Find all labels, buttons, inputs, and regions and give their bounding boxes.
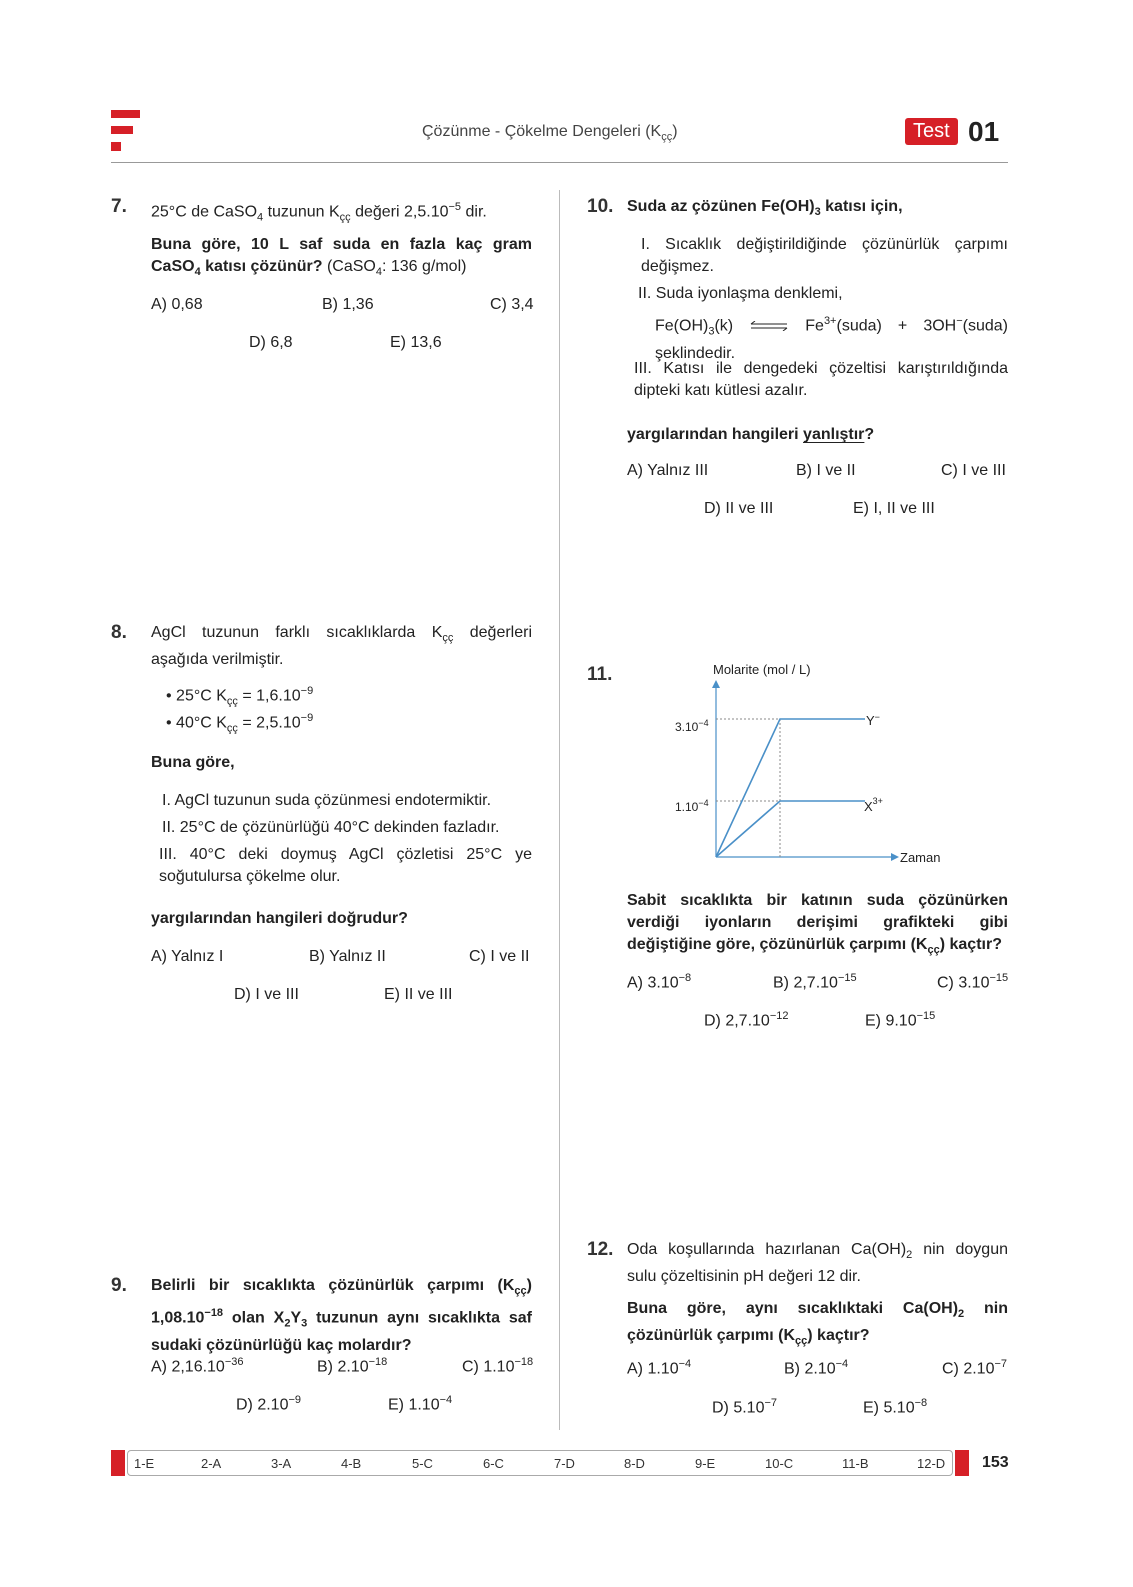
- q11-option-e[interactable]: E) $9.10^{-15}$: [865, 1010, 936, 1030]
- question-11-question: Sabit sıcaklıkta bir katının suda çözünürken verdiği iyonların derişimi grafikteki gibi değiştiğine göre, çözünürlük çarpımı $(K_{çç})$ kaçtır?: [627, 892, 1008, 957]
- question-8-stem: AgCl tuzunun farklı sıcaklıklarda $K_{çç}$ değerleri aşağıda verilmiştir.: [151, 624, 533, 669]
- answer-key-item: 12-D: [917, 1456, 946, 1471]
- page-number: 153: [982, 1454, 1009, 1471]
- question-7-question: Buna göre, 10 L saf suda en fazla kaç gram CaSO$_4$ katısı çözünür? (CaSO$_4$: 136 g/mol): [151, 236, 532, 279]
- answer-key-item: 11-B: [842, 1456, 869, 1471]
- answer-key-item: 3-A: [271, 1456, 292, 1471]
- column-divider: [559, 190, 560, 1430]
- equilibrium-arrow-icon: [749, 321, 789, 331]
- q9-option-a[interactable]: A) $2,16.10^{-36}$: [151, 1356, 244, 1376]
- answer-key-item: 9-E: [695, 1456, 716, 1471]
- q8-statement-3: III. 40°C deki doymuş AgCl çözletisi 25°C ye soğutulursa çökelme olur.: [159, 846, 532, 885]
- question-9-number: 9.: [111, 1275, 127, 1296]
- q11-chart: [660, 655, 960, 875]
- question-10-stem: Suda az çözünen $Fe(OH)_3$ katısı için,: [627, 198, 903, 219]
- series-x-label: $X^{3+}$: [864, 796, 883, 814]
- q10-option-d[interactable]: D) II ve III: [704, 500, 774, 517]
- question-11-number: 11.: [587, 664, 613, 685]
- question-7-stem: 25°C de CaSO$_4$ tuzunun $K_{çç}$ değeri $2,5.10^{-5}$ dir.: [151, 201, 487, 224]
- q8-bullet-2: • 40°C $K_{çç} = 2,5.10^{-9}$: [166, 712, 314, 735]
- q9-option-c[interactable]: C) $1.10^{-18}$: [462, 1356, 534, 1376]
- q8-bullet-1: • 25°C $K_{çç} = 1,6.10^{-9}$: [166, 685, 314, 708]
- question-12-question: Buna göre, aynı sıcaklıktaki $Ca(OH)_2$ nin çözünürlük çarpımı $(K_{çç})$ kaçtır?: [627, 1300, 1009, 1348]
- answer-key-item: 10-C: [765, 1456, 794, 1471]
- q8-option-b[interactable]: B) Yalnız II: [309, 948, 386, 965]
- q10-statement-2: II. Suda iyonlaşma denklemi,: [638, 285, 843, 302]
- q10-option-b[interactable]: B) I ve II: [796, 462, 856, 479]
- q12-option-b[interactable]: B) $2.10^{-4}$: [784, 1358, 849, 1378]
- header-divider: [111, 162, 1008, 163]
- q12-option-d[interactable]: D) $5.10^{-7}$: [712, 1397, 778, 1417]
- chart-y-axis-arrow-icon: [712, 680, 720, 688]
- q10-statement-3: III. Katısı ile dengedeki çözeltisi karıştırıldığında dipteki katı kütlesi azalır.: [634, 360, 1008, 399]
- answer-key-item: 4-B: [341, 1456, 362, 1471]
- question-8-number: 8.: [111, 622, 127, 643]
- q11-option-c[interactable]: C) $3.10^{-15}$: [937, 972, 1009, 992]
- q7-option-b[interactable]: B) 1,36: [322, 296, 374, 313]
- q9-option-b[interactable]: B) $2.10^{-18}$: [317, 1356, 388, 1376]
- question-12-number: 12.: [587, 1239, 614, 1260]
- answer-key-item: 2-A: [201, 1456, 222, 1471]
- q10-statement-1: I. Sıcaklık değiştirildiğinde çözünürlük çarpımı değişmez.: [641, 236, 1008, 275]
- q11-option-d[interactable]: D) $2,7.10^{-12}$: [704, 1010, 789, 1030]
- q7-option-d[interactable]: D) 6,8: [249, 334, 293, 351]
- footer-left-marker: [111, 1450, 125, 1476]
- q8-statement-2: II. 25°C de çözünürlüğü 40°C dekinden fazladır.: [162, 819, 500, 836]
- q8-option-d[interactable]: D) I ve III: [234, 986, 299, 1003]
- q12-option-c[interactable]: C) $2.10^{-7}$: [942, 1358, 1008, 1378]
- question-7-number: 7.: [111, 196, 127, 217]
- q11-option-a[interactable]: A) $3.10^{-8}$: [627, 972, 692, 992]
- q12-option-a[interactable]: A) $1.10^{-4}$: [627, 1358, 692, 1378]
- answer-key-item: 8-D: [624, 1456, 645, 1471]
- series-y-line: [716, 719, 865, 857]
- test-badge: Test: [905, 118, 958, 145]
- q11-option-b[interactable]: B) $2,7.10^{-15}$: [773, 972, 857, 992]
- q10-equation: $Fe(OH)_3(k)$ $Fe^{3+}(suda)$ + 3OH−(suda) şeklindedir.: [655, 315, 1009, 362]
- chart-ytick-lo: $1.10^{-4}$: [675, 798, 709, 814]
- q8-option-c[interactable]: C) I ve II: [469, 948, 530, 965]
- q7-option-c[interactable]: C) 3,4: [490, 296, 534, 313]
- chart-x-axis-label: Zaman: [900, 850, 941, 865]
- chart-y-axis-label: Molarite (mol / L): [713, 662, 811, 677]
- chart-ytick-hi: $3.10^{-4}$: [675, 718, 709, 734]
- brand-logo: [111, 110, 141, 152]
- page-title: Çözünme - Çökelme Dengeleri $(K_{çç})$: [422, 123, 678, 144]
- question-10-number: 10.: [587, 196, 614, 217]
- series-y-label: Y−: [866, 712, 880, 728]
- chart-x-axis-arrow-icon: [891, 853, 899, 861]
- q10-option-a[interactable]: A) Yalnız III: [627, 462, 709, 479]
- footer-right-marker: [955, 1450, 969, 1476]
- question-12-stem: Oda koşullarında hazırlanan $Ca(OH)_2$ nin doygun sulu çözeltisinin pH değeri 12 dir.: [627, 1241, 1008, 1286]
- q12-option-e[interactable]: E) $5.10^{-8}$: [863, 1397, 928, 1417]
- answer-key-item: 6-C: [483, 1456, 504, 1471]
- q7-option-a[interactable]: A) 0,68: [151, 296, 203, 313]
- answer-key-bar: [127, 1450, 953, 1476]
- q8-statement-1: I. AgCl tuzunun suda çözünmesi endotermiktir.: [162, 792, 492, 809]
- test-number: 01: [968, 116, 1000, 147]
- answer-key-item: 7-D: [554, 1456, 575, 1471]
- answer-key-item: 1-E: [134, 1456, 155, 1471]
- q8-option-e[interactable]: E) II ve III: [384, 986, 453, 1003]
- question-9-stem: Belirli bir sıcaklıkta çözünürlük çarpımı $(K_{çç})$ $1,08.10^{-18}$ olan $X_2Y_3$ tuzunun aynı sıcaklıkta saf sudaki çözünürlüğü kaç molardır?: [151, 1277, 532, 1354]
- answer-key-item: 5-C: [412, 1456, 433, 1471]
- q8-option-a[interactable]: A) Yalnız I: [151, 948, 224, 965]
- q8-question: yargılarından hangileri doğrudur?: [151, 910, 408, 927]
- q9-option-d[interactable]: D) $2.10^{-9}$: [236, 1394, 302, 1414]
- q9-option-e[interactable]: E) $1.10^{-4}$: [388, 1394, 453, 1414]
- q10-option-c[interactable]: C) I ve III: [941, 462, 1006, 479]
- q7-option-e[interactable]: E) 13,6: [390, 334, 442, 351]
- q8-intro: Buna göre,: [151, 754, 235, 771]
- q10-question: yargılarından hangileri yanlıştır?: [627, 426, 875, 443]
- q10-option-e[interactable]: E) I, II ve III: [853, 500, 935, 517]
